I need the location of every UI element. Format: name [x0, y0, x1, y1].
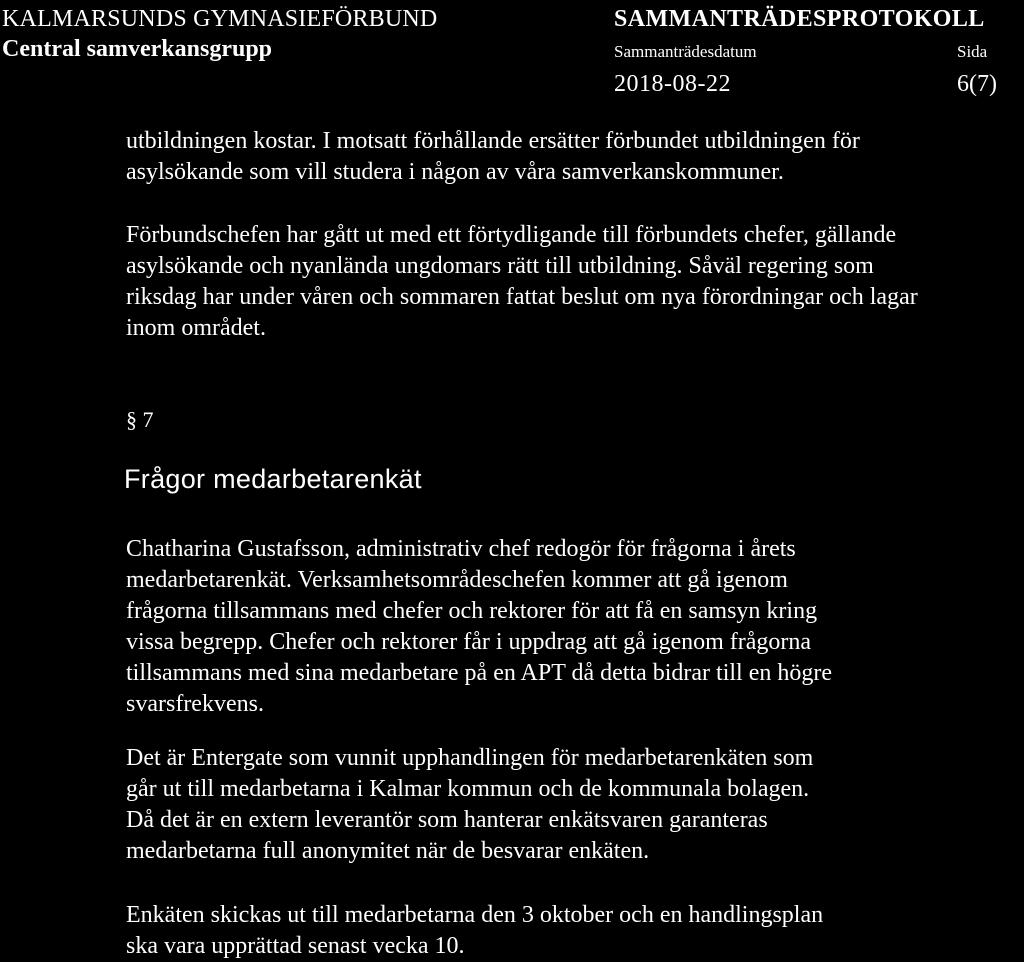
document-header-left — [2, 4, 437, 64]
document-type-title: SAMMANTRÄDESPROTOKOLL — [614, 6, 985, 32]
meeting-date-label: Sammanträdesdatum — [614, 42, 757, 61]
paragraph-tuition-cost — [126, 126, 860, 188]
text-line: riksdag har under våren och sommaren fattat beslut om nya förordningar och lagar — [126, 284, 918, 310]
text-line: går ut till medarbetarna i Kalmar kommun och de kommunala bolagen. — [126, 776, 810, 802]
text-line: medarbetarna full anonymitet när de besvarar enkäten. — [126, 838, 650, 864]
text-line: asylsökande som vill studera i någon av våra samverkanskommuner. — [126, 159, 784, 185]
text-line: Enkäten skickas ut till medarbetarna den 3 oktober och en handlingsplan — [126, 902, 824, 928]
section-heading: Frågor medarbetarenkät — [124, 464, 422, 494]
text-line: tillsammans med sina medarbetare på en APT då detta bidrar till en högre — [126, 660, 833, 686]
paragraph-survey-questions — [126, 534, 832, 720]
text-line: Då det är en extern leverantör som hanterar enkätsvaren garanteras — [126, 807, 768, 833]
text-line: frågorna tillsammans med chefer och rektorer för att få en samsyn kring — [126, 598, 818, 624]
text-line: utbildningen kostar. I motsatt förhållande ersätter förbundet utbildningen för — [126, 128, 860, 154]
paragraph-survey-schedule — [126, 900, 823, 962]
section-number: § 7 — [126, 407, 154, 432]
meeting-date-value: 2018-08-22 — [614, 71, 731, 97]
text-line: inom området. — [126, 315, 266, 341]
paragraph-clarification — [126, 220, 918, 344]
text-line: svarsfrekvens. — [126, 691, 264, 717]
text-line: Det är Entergate som vunnit upphandlingen för medarbetarenkäten som — [126, 745, 814, 771]
organization-name: KALMARSUNDS GYMNASIEFÖRBUND — [2, 6, 438, 32]
text-line: Förbundschefen har gått ut med ett förtydligande till förbundets chefer, gällande — [126, 222, 897, 248]
text-line: asylsökande och nyanlända ungdomars rätt till utbildning. Såväl regering som — [126, 253, 874, 279]
text-line: medarbetarenkät. Verksamhetsområdeschefen kommer att gå igenom — [126, 567, 788, 593]
page-label: Sida — [957, 42, 988, 61]
text-line: Chatharina Gustafsson, administrativ chef redogör för frågorna i årets — [126, 536, 796, 562]
organization-unit: Central samverkansgrupp — [2, 36, 273, 62]
paragraph-procurement — [126, 743, 813, 867]
page-number-value: 6(7) — [957, 71, 997, 97]
text-line: ska vara upprättad senast vecka 10. — [126, 933, 465, 959]
text-line: vissa begrepp. Chefer och rektorer får i uppdrag att gå igenom frågorna — [126, 629, 812, 655]
